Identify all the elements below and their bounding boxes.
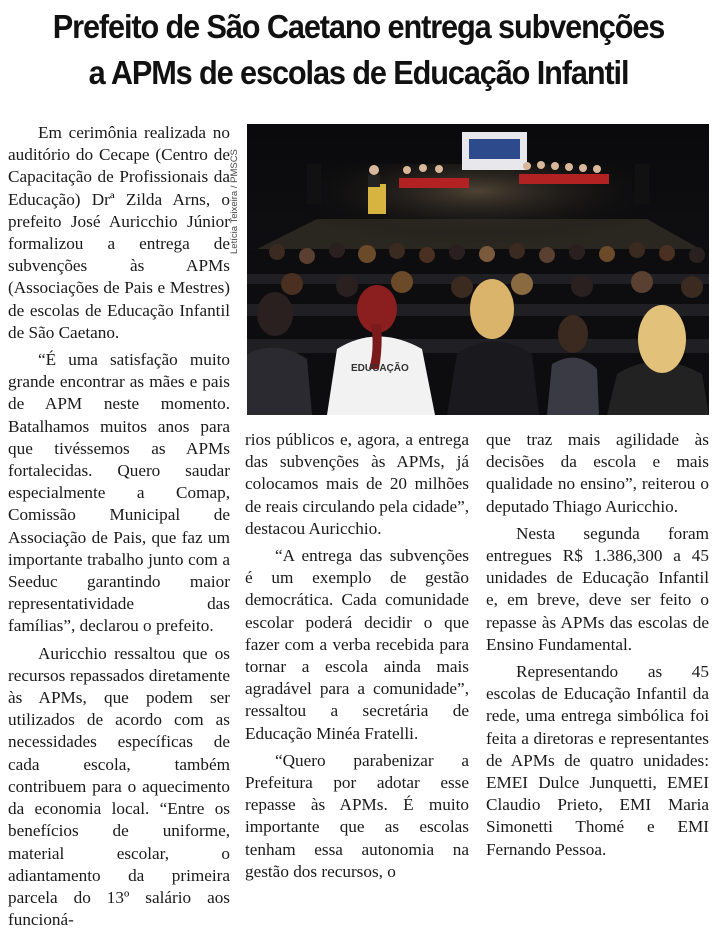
paragraph: Em cerimônia realizada no auditório do Cecape (Centro de Capacitação de Profissionais da Educação) Drª Zilda Arns, o prefeito José Auricchio Júnior formalizou a entrega de subvenções às APMs (Associações de Pais e Mestres) de escolas de Educação Infantil de São Caetano. xyxy=(8,123,230,342)
paragraph: Auricchio ressaltou que os recursos repassados diretamente às APMs, que podem ser utilizados de acordo com as necessidades específicas de cada escola, também contribuem para o aquecimento da economia local. “Entre os benefícios de uniforme, material escolar, o adiantamento da primeira parcela do 13º salário aos funcioná- xyxy=(8,643,230,930)
paragraph: “É uma satisfação muito grande encontrar as mães e pais de APM neste momento. Batalhamos muitos anos para que tivéssemos as APMs fortalecidas. Quero saudar especialmente a Comap, Comissão Municipal de Associação de Pais, que faz um importante trabalho junto com a Seeduc garantindo maior representatividade das famílias”, declarou o prefeito. xyxy=(8,350,230,636)
photo-credit: Letícia Teixeira / PMSCS xyxy=(229,149,240,254)
headline-line-2: a APMs de escolas de Educação Infantil xyxy=(88,54,629,91)
article-column-2 xyxy=(245,429,469,888)
paragraph: “Quero parabenizar a Prefeitura por adotar esse repasse às APMs. É muito importante que as escolas tenham essa autonomia na gestão dos recursos, o xyxy=(245,750,469,881)
article-column-1 xyxy=(8,122,230,936)
headline xyxy=(25,4,692,96)
paragraph: “A entrega das subvenções é um exemplo de gestão democrática. Cada comunidade escolar poderá decidir o que fazer com a verba recebida para tornar a escola ainda mais agradável para a comunidade”, ressaltou a secretária de Educação Minéa Fratelli. xyxy=(245,546,469,743)
paragraph: Nesta segunda foram entregues R$ 1.386,300 a 45 unidades de Educação Infantil e, em breve, deve ser feito o repasse às APMs das escolas de Ensino Fundamental. xyxy=(486,523,709,654)
event-photo xyxy=(247,124,709,415)
paragraph: rios públicos e, agora, a entrega das subvenções às APMs, já colocamos mais de 20 milhões de reais circulando pela cidade”, destacou Auricchio. xyxy=(245,430,469,538)
headline-line-1: Prefeito de São Caetano entrega subvenções xyxy=(52,8,665,45)
paragraph: que traz mais agilidade às decisões da escola e mais qualidade no ensino”, reiterou o deputado Thiago Auricchio. xyxy=(486,430,709,516)
article-column-3 xyxy=(486,429,709,866)
shirt-text: EDUCAÇÃO xyxy=(351,363,409,374)
paragraph: Representando as 45 escolas de Educação Infantil da rede, uma entrega simbólica foi feita a diretoras e representantes de APMs de quatro unidades: EMEI Dulce Junquetti, EMEI Claudio Prieto, EMI Maria Simonetti Thomé e EMI Fernando Pessoa. xyxy=(486,662,709,859)
